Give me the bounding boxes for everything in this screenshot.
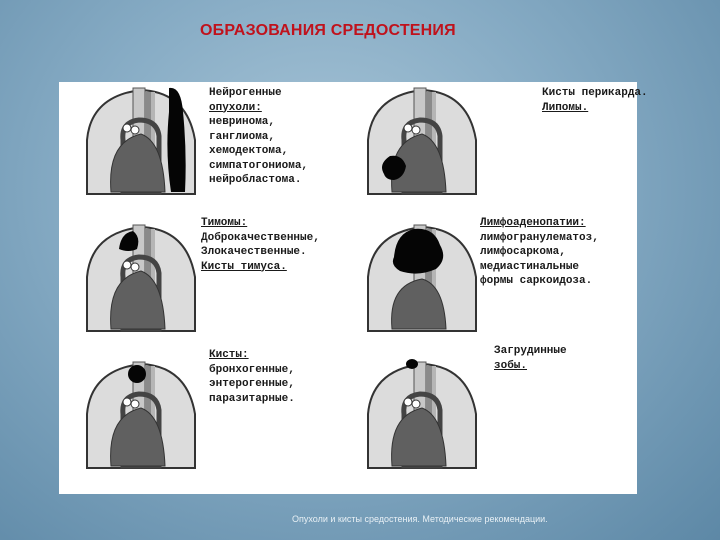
caption-line: нейробластома. [209,174,302,186]
caption-line: формы саркоидоза. [480,275,593,287]
caption-line: Злокачественные. [201,246,307,258]
caption-line: симпатогониома, [209,159,309,172]
cyst-mass [128,365,146,383]
caption-heading: Загрудинные [494,345,567,357]
caption-pericardial [542,86,648,115]
caption-line: ганглиома, [209,130,276,143]
caption-heading-2: Липомы. [542,101,589,114]
caption-neurogenic [209,86,308,188]
caption-heading: Лимфоаденопатии: [480,217,586,229]
caption-line: хемодектома, [209,145,289,157]
caption-heading: Нейрогенные [209,87,282,99]
panel-neurogenic [59,82,348,219]
slide-footer: Опухоли и кисты средостения. Методические рекомендации. [292,514,548,524]
caption-line: бронхогенные, [209,363,295,376]
panel-pericardial [348,82,648,219]
slide-title: ОБРАЗОВАНИЯ СРЕДОСТЕНИЯ [200,22,456,39]
caption-line: медиастинальные [480,260,580,273]
chest-illustration-goiter [348,356,637,493]
panel-cysts [59,349,348,493]
caption-line: невринома, [209,116,276,128]
goiter-mass [406,359,418,369]
caption-line: паразитарные. [209,392,295,405]
panel-goiter [348,345,637,493]
caption-heading-2: опухоли: [209,101,262,114]
caption-thymoma [201,216,320,274]
caption-line: лимфогранулематоз, [480,231,599,244]
caption-lymphadenopathy [480,216,599,289]
caption-line: лимфосаркома, [480,246,566,258]
neurogenic-mass [167,88,185,192]
caption-heading: Тимомы: [201,217,248,229]
diagram-panel [59,82,648,494]
panel-lymphadenopathy [348,219,637,356]
panel-thymoma [59,219,348,356]
caption-heading-2: зобы. [494,359,528,372]
caption-heading: Кисты перикарда. [542,87,648,99]
caption-cysts [209,348,295,406]
caption-goiter [494,344,567,373]
caption-heading: Кисты: [209,349,249,361]
caption-line: Доброкачественные, [201,231,320,244]
caption-line: энтерогенные, [209,378,295,390]
caption-footer-line: Кисты тимуса. [201,260,287,273]
chest-illustration-cysts [59,356,348,493]
